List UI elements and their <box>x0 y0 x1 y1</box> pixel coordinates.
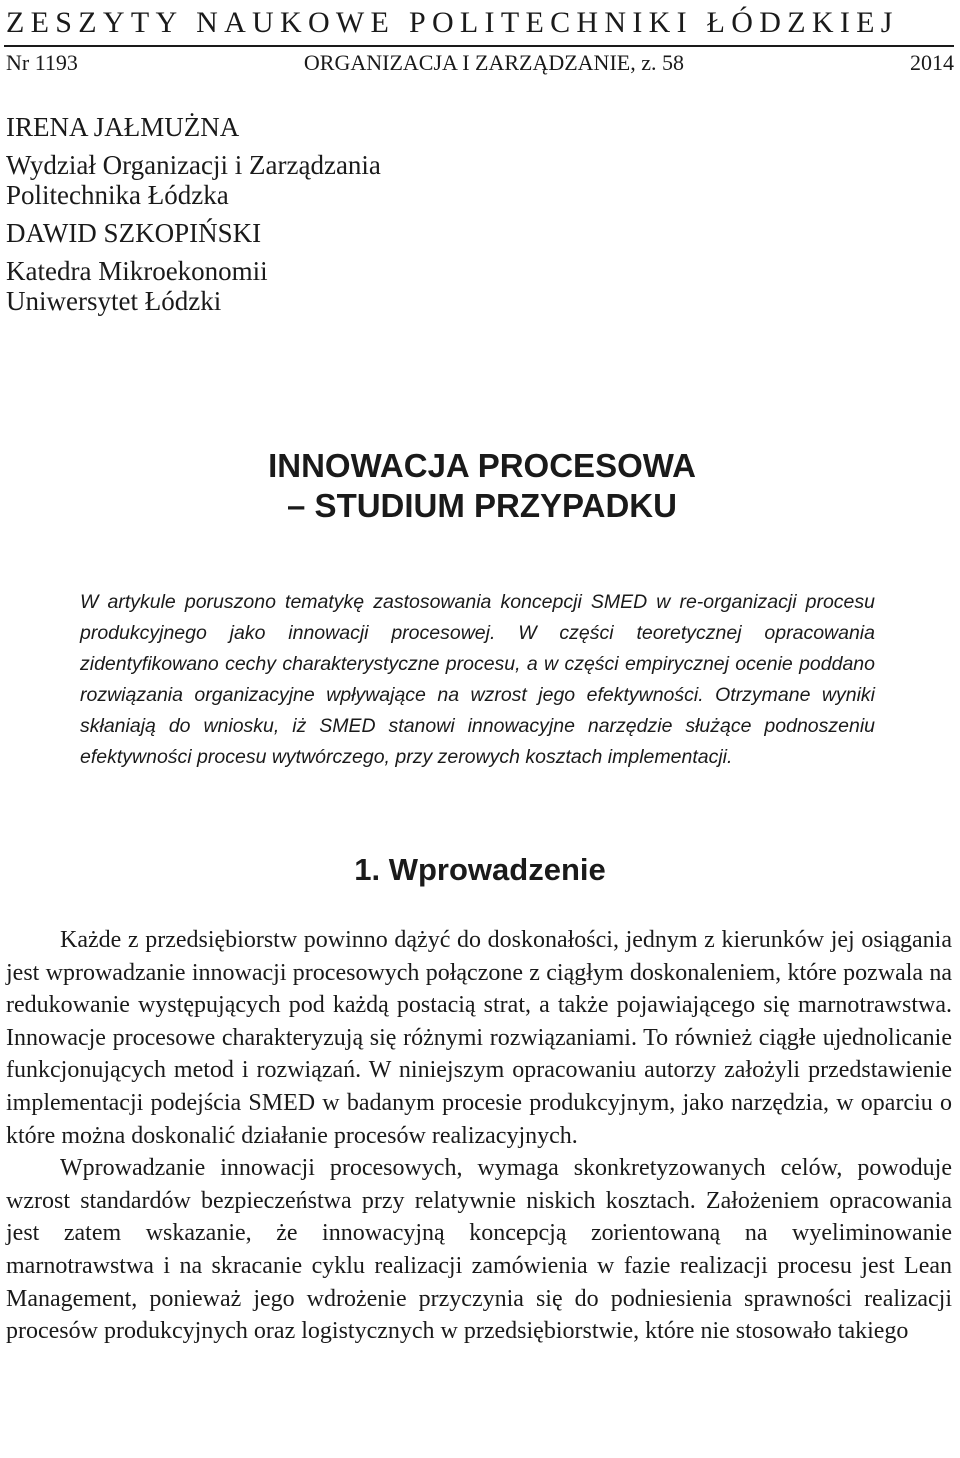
issue-number: Nr 1193 <box>6 50 78 75</box>
issue-year: 2014 <box>909 50 954 75</box>
issue-info-row <box>6 48 954 78</box>
header-rule <box>4 45 954 47</box>
journal-series-title: ZESZYTY NAUKOWE POLITECHNIKI ŁÓDZKIEJ <box>6 6 899 39</box>
body-paragraph: Każde z przedsiębiorstw powinno dążyć do doskonałości, jednym z kierunków jej osiągania jest wprowadzanie innowacji procesowych połączone z ciągłym doskonaleniem, które pozwala na redukowanie występujących pod każdą postacią strat, a także pojawiającego się marnotrawstwa. Innowacje procesowe charakteryzują się różnymi rozwiązaniami. To również ciągłe ujednolicanie funkcjonujących metod i rozwiązań. W niniejszym opracowaniu autorzy założyli przedstawienie implementacji podejścia SMED w badanym procesie produkcyjnym, jako narzędzia, w oparciu o które można doskonalić działanie procesów realizacyjnych. <box>6 927 952 1149</box>
article-title <box>222 446 742 526</box>
author-affiliation: Politechnika Łódzka <box>6 180 229 210</box>
body-text <box>6 924 952 1348</box>
journal-section: ORGANIZACJA I ZARZĄDZANIE, z. 58 <box>303 50 684 75</box>
body-paragraph: Wprowadzanie innowacji procesowych, wymaga skonkretyzowanych celów, powoduje wzrost standardów bezpieczeństwa przy relatywnie niskich kosztach. Założeniem opracowania jest zatem wskazanie, że innowacyjną koncepcją zorientowaną na wyeliminowanie marnotrawstwa i na skracanie cyklu realizacji zamówienia w fazie realizacji procesu jest Lean Management, ponieważ jego wdrożenie przyczynia się do podniesienia sprawności realizacji procesów produkcyjnych oraz logistycznych w przedsiębiorstwie, które nie stosowało takiego <box>6 1155 952 1345</box>
author-name: IRENA JAŁMUŻNA <box>6 112 240 142</box>
abstract <box>80 587 875 773</box>
author-block <box>6 112 381 316</box>
article-title-line: INNOWACJA PROCESOWA <box>268 447 696 484</box>
section-heading: 1. Wprowadzenie <box>354 852 606 887</box>
abstract-text: W artykule poruszono tematykę zastosowania koncepcji SMED w re-organizacji procesu produkcyjnego jako innowacji procesowej. W części teoretycznej opracowania zidentyfikowano cechy charakterystyczne procesu, a w części empirycznej ocenie poddano rozwiązania organizacyjne wpływające na wzrost jego efektywności. Otrzymane wyniki skłaniają do wniosku, iż SMED stanowi innowacyjne narzędzie służące podnoszeniu efektywności procesu wytwórczego, przy zerowych kosztach implementacji. <box>80 591 875 768</box>
author-affiliation: Wydział Organizacji i Zarządzania <box>6 150 381 180</box>
author-affiliation: Uniwersytet Łódzki <box>6 286 222 316</box>
article-title-line: – STUDIUM PRZYPADKU <box>287 487 677 524</box>
author-name: DAWID SZKOPIŃSKI <box>6 218 262 248</box>
author-affiliation: Katedra Mikroekonomii <box>6 256 268 286</box>
